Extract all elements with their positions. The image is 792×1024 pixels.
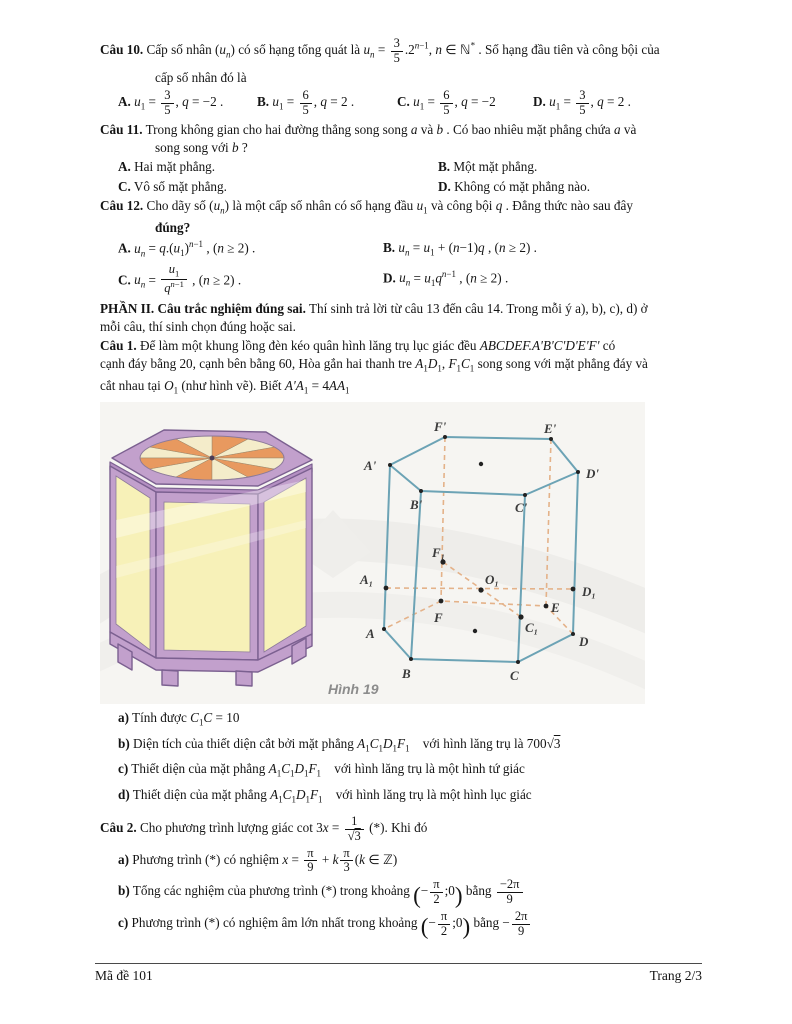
statement-b: b) Diện tích của thiết diện cắt bởi mặt phẳng $A_1C_1D_1F_1$ với hình lăng trụ là 700√3 bbox=[118, 735, 561, 754]
prism-diagram bbox=[358, 404, 645, 692]
question-11-options-row-1 bbox=[100, 158, 702, 175]
page-footer bbox=[95, 963, 702, 985]
option-d: D. $u_1$ = $\frac{3}{5}$ , q = 2 . bbox=[533, 88, 631, 117]
exam-code: Mã đề 101 bbox=[95, 968, 153, 983]
question-1-statements bbox=[100, 709, 702, 806]
prism-edges bbox=[384, 437, 578, 662]
svg-text:B': B' bbox=[410, 497, 423, 513]
question-2-text: Câu 2. Cho phương trình lượng giác cot 3x = $\frac{1}{√3}$ (*). Khi đó bbox=[100, 813, 428, 843]
question-12-options-row-2 bbox=[100, 263, 702, 296]
option-a: A. $u_1$ = $\frac{3}{5}$ , q = −2 . bbox=[118, 88, 224, 117]
question-2-part2 bbox=[100, 815, 702, 938]
option-a: A. Hai mặt phẳng. bbox=[118, 159, 216, 175]
svg-text:A₁: A₁ bbox=[360, 572, 374, 588]
question-1-text-2: cạnh đáy bằng 20, cạnh bên bằng 60, Hòa gắn hai thanh tre $A_1D_1$, $F_1C_1$ song song với mặt phẳng đáy và bbox=[100, 356, 648, 374]
lantern-body bbox=[110, 466, 312, 660]
svg-text:O₁: O₁ bbox=[485, 572, 499, 588]
figure-hinh-19 bbox=[100, 402, 645, 704]
option-a: A. $u_n = q.(u_1)^{n-1}$ , (n ≥ 2) . bbox=[118, 239, 256, 259]
prism-labels bbox=[359, 419, 599, 683]
svg-text:F': F' bbox=[434, 419, 447, 435]
question-11-text: Câu 11. Trong không gian cho hai đường thẳng song song a và b . Có bao nhiêu mặt phẳng chứa a và bbox=[100, 121, 637, 137]
question-1-text-3: cắt nhau tại $O_1$ (như hình vẽ). Biết $A'A_1 = 4AA_1$ bbox=[100, 377, 350, 396]
option-d: D. Không có mặt phẳng nào. bbox=[438, 178, 590, 194]
question-12-options-row-1 bbox=[100, 239, 702, 260]
statement-c: c) Thiết diện của mặt phẳng $A_1C_1D_1F_1$ với hình lăng trụ là một hình tứ giác bbox=[118, 761, 525, 779]
option-b: B. Một mặt phẳng. bbox=[438, 159, 538, 175]
question-11-text-cont: song song với b ? bbox=[155, 140, 248, 156]
svg-text:F: F bbox=[434, 610, 443, 626]
question-1-part2 bbox=[100, 337, 702, 397]
question-1-text-1: Câu 1. Để làm một khung lồng đèn kéo quân hình lăng trụ lục giác đều ABCDEF.A'B'C'D'E'F' có bbox=[100, 337, 616, 353]
question-11-options-row-2 bbox=[100, 178, 702, 195]
figure-caption: Hình 19 bbox=[328, 681, 379, 698]
part-2-title: PHẦN II. Câu trắc nghiệm đúng sai. Thí sinh trả lời từ câu 13 đến câu 14. Trong mỗi ý a), b), c), d) ở bbox=[100, 300, 648, 316]
question-10-text-cont: cấp số nhân đó là bbox=[155, 69, 247, 85]
option-c: C. $u_n$ = $\frac{u_1}{q^{n-1}}$ , (n ≥ 2) . bbox=[118, 262, 242, 296]
svg-text:D: D bbox=[579, 634, 589, 650]
question-10 bbox=[100, 37, 702, 118]
part-2-title-cont: mỗi câu, thí sinh chọn đúng hoặc sai. bbox=[100, 319, 296, 335]
statement-a: a) Phương trình (*) có nghiệm x = $\frac{\pi}{9}$ + k $\frac{\pi}{3}$ (k ∈ ℤ) bbox=[118, 845, 398, 875]
question-11 bbox=[100, 121, 702, 196]
svg-text:D₁: D₁ bbox=[582, 584, 596, 600]
question-12-text-cont: đúng? bbox=[155, 219, 191, 235]
question-10-text: Câu 10. Cấp số nhân $(u_n)$ có số hạng tổng quát là $u_n$ = $\frac{3}{5}$ $.2^{n-1}$, n ∈ ℕ* . Số hạng đầu tiên và công bội của bbox=[100, 36, 660, 65]
svg-text:C₁: C₁ bbox=[525, 620, 539, 636]
svg-text:C: C bbox=[510, 668, 519, 684]
option-b: B. $u_1$ = $\frac{6}{5}$ , q = 2 . bbox=[257, 88, 355, 117]
svg-text:A': A' bbox=[364, 458, 377, 474]
question-10-options bbox=[100, 89, 702, 118]
part-2-header bbox=[100, 300, 702, 336]
svg-text:E': E' bbox=[544, 421, 557, 437]
svg-text:F₁: F₁ bbox=[432, 545, 446, 561]
page-content bbox=[100, 34, 702, 941]
question-12 bbox=[100, 197, 702, 296]
statement-a: a) Tính được $C_1C = 10$ bbox=[118, 710, 240, 728]
svg-text:B: B bbox=[402, 666, 411, 682]
statement-d: d) Thiết diện của mặt phẳng $A_1C_1D_1F_1$ với hình lăng trụ là một hình lục giác bbox=[118, 786, 532, 805]
option-c: C. $u_1$ = $\frac{6}{5}$ , q = −2 bbox=[397, 88, 496, 117]
option-c: C. Vô số mặt phẳng. bbox=[118, 178, 227, 194]
svg-text:D': D' bbox=[586, 466, 599, 482]
svg-text:C': C' bbox=[515, 500, 528, 516]
question-12-text: Câu 12. Cho dãy số $(u_n)$ là một cấp số nhân có số hạng đầu $u_1$ và công bội q . Đẳng thức nào sau đây bbox=[100, 198, 633, 216]
option-d: D. $u_n = u_1q^{n-1}$ , (n ≥ 2) . bbox=[383, 269, 509, 289]
statement-b: b) Tổng các nghiệm của phương trình (*) trong khoảng (− $\frac{\pi}{2}$ ;0) bằng $\frac{-2\pi}{9}$ bbox=[100, 878, 702, 907]
page-number: Trang 2/3 bbox=[649, 968, 702, 983]
svg-text:E: E bbox=[551, 600, 560, 616]
svg-text:A: A bbox=[366, 626, 375, 642]
statement-c: c) Phương trình (*) có nghiệm âm lớn nhất trong khoảng (− $\frac{\pi}{2}$ ;0) bằng − $\frac{2\pi}{9}$ bbox=[100, 910, 702, 939]
option-b: B. $u_n = u_1 + (n-1)q$ , (n ≥ 2) . bbox=[383, 240, 537, 259]
lantern-illustration bbox=[106, 416, 336, 688]
